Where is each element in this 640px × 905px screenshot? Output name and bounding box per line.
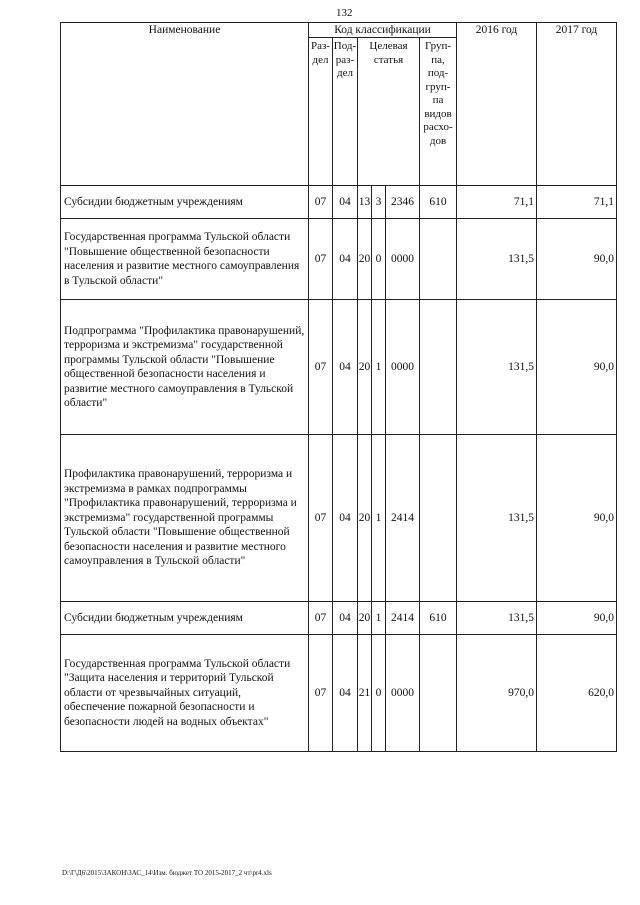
row-name: Подпрограмма "Профилактика правонарушений, терроризма и экстремизма" государственной программы Тульской области "Повышение общественной безопасности населения и развитие местного самоуправления в Тульской области" [61,300,309,435]
row-name: Субсидии бюджетным учреждениям [61,602,309,635]
table-row [61,300,617,435]
row-vr: 610 [420,186,457,219]
budget-table [60,22,617,752]
row-cs-direction: 2414 [386,435,420,602]
row-podrazdel: 04 [333,186,358,219]
row-vr [420,300,457,435]
row-cs-direction: 0000 [386,219,420,300]
row-vr [420,635,457,752]
header-2017: 2017 год [537,23,617,186]
row-cs-program: 13 [358,186,372,219]
row-name: Государственная программа Тульской области "Защита населения и территорий Тульской области от чрезвычайных ситуаций, обеспечение пожарной безопасности и безопасности людей на водных объектах" [61,635,309,752]
row-cs-subprogram: 0 [372,219,386,300]
row-cs-program: 20 [358,435,372,602]
row-cs-program: 20 [358,219,372,300]
table-row [61,186,617,219]
row-cs-direction: 2346 [386,186,420,219]
row-razdel: 07 [309,435,333,602]
row-cs-direction: 0000 [386,300,420,435]
header-razdel: Раз- дел [309,38,333,186]
row-podrazdel: 04 [333,435,358,602]
table-row [61,435,617,602]
row-2017: 620,0 [537,635,617,752]
row-cs-subprogram: 1 [372,435,386,602]
table-header [61,23,617,186]
row-2016: 71,1 [457,186,537,219]
row-2016: 131,5 [457,300,537,435]
row-cs-direction: 0000 [386,635,420,752]
file-path-footer: D:\Г\Д6\2015\ЗАКОН\ЗАС_14\Изм. бюджет ТО 2015-2017_2 чт\pr4.xls [62,869,272,877]
row-cs-program: 20 [358,300,372,435]
row-podrazdel: 04 [333,602,358,635]
header-gruppa: Груп- па, под- груп- па видов расхо- дов [420,38,457,186]
row-cs-subprogram: 1 [372,300,386,435]
header-code: Код классификации [309,23,457,38]
header-podrazdel: Под- раз- дел [333,38,358,186]
row-2016: 970,0 [457,635,537,752]
row-cs-program: 20 [358,602,372,635]
header-2016: 2016 год [457,23,537,186]
row-razdel: 07 [309,635,333,752]
table-row [61,219,617,300]
header-tselevaya: Целевая статья [358,38,420,186]
row-name: Государственная программа Тульской области "Повышение общественной безопасности населения и развитие местного самоуправления в Тульской области" [61,219,309,300]
header-name: Наименование [61,23,309,186]
row-vr [420,219,457,300]
row-name: Субсидии бюджетным учреждениям [61,186,309,219]
row-2017: 90,0 [537,435,617,602]
row-cs-program: 21 [358,635,372,752]
row-podrazdel: 04 [333,219,358,300]
row-podrazdel: 04 [333,635,358,752]
row-2017: 71,1 [537,186,617,219]
row-cs-subprogram: 3 [372,186,386,219]
row-razdel: 07 [309,300,333,435]
row-2017: 90,0 [537,602,617,635]
table-row [61,635,617,752]
table-row [61,602,617,635]
row-cs-subprogram: 0 [372,635,386,752]
row-name: Профилактика правонарушений, терроризма и экстремизма в рамках подпрограммы "Профилактика правонарушений, терроризма и экстремизма" государственной программы Тульской области "Повышение общественной безопасности населения и развитие местного самоуправления в Тульской области" [61,435,309,602]
row-vr [420,435,457,602]
row-cs-subprogram: 1 [372,602,386,635]
row-razdel: 07 [309,602,333,635]
row-podrazdel: 04 [333,300,358,435]
row-razdel: 07 [309,219,333,300]
row-2017: 90,0 [537,219,617,300]
row-2016: 131,5 [457,219,537,300]
row-2016: 131,5 [457,602,537,635]
row-cs-direction: 2414 [386,602,420,635]
row-2017: 90,0 [537,300,617,435]
row-2016: 131,5 [457,435,537,602]
row-razdel: 07 [309,186,333,219]
row-vr: 610 [420,602,457,635]
page-number: 132 [336,7,353,19]
